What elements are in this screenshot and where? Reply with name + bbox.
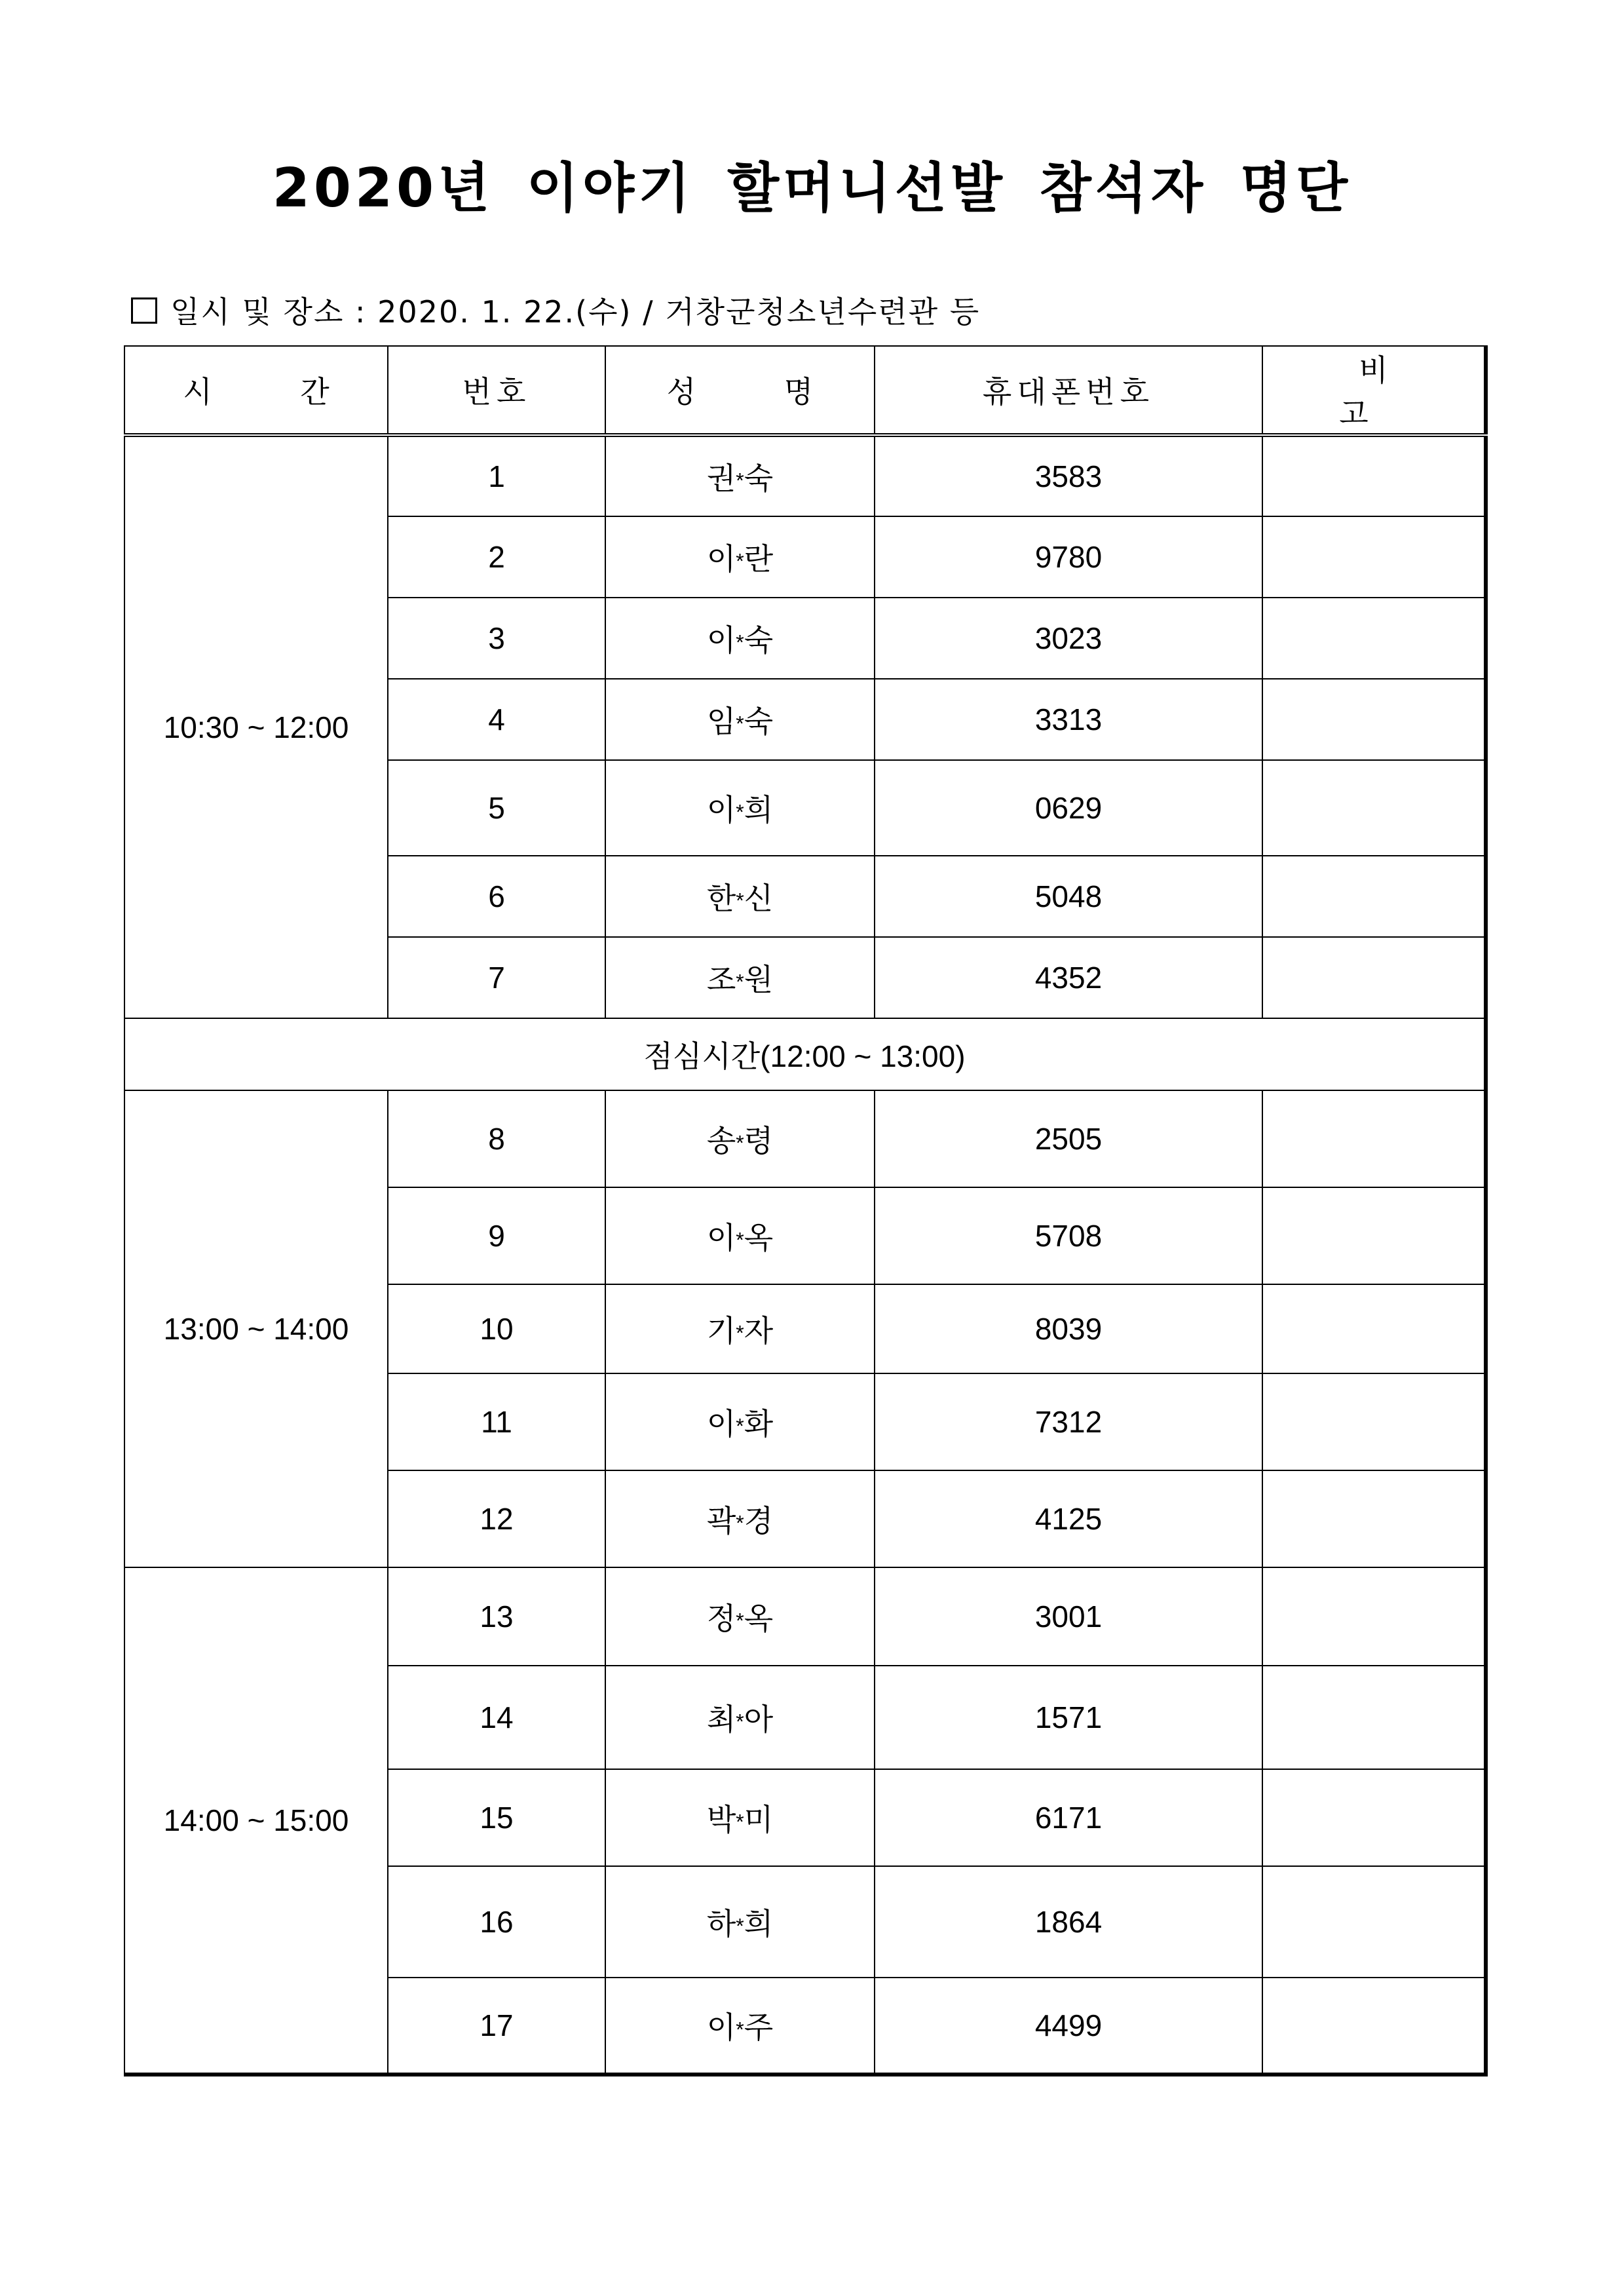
name-first: 이 bbox=[706, 1221, 736, 1255]
table-row bbox=[124, 1090, 1486, 1187]
remark-cell bbox=[1262, 1866, 1486, 1978]
name-mask: * bbox=[736, 2018, 744, 2042]
number-cell: 16 bbox=[388, 1866, 605, 1978]
name-mask: * bbox=[736, 1414, 744, 1438]
remark-cell bbox=[1262, 856, 1486, 937]
number-cell: 3 bbox=[388, 598, 605, 679]
name-mask: * bbox=[736, 469, 744, 493]
name-cell bbox=[605, 516, 875, 598]
name-cell bbox=[605, 1567, 875, 1666]
remark-cell bbox=[1262, 1187, 1486, 1284]
remark-cell bbox=[1262, 516, 1486, 598]
name-first: 이 bbox=[706, 623, 736, 657]
name-cell bbox=[605, 679, 875, 760]
phone-cell: 6171 bbox=[875, 1769, 1262, 1866]
name-last: 신 bbox=[744, 881, 774, 915]
remark-cell bbox=[1262, 1284, 1486, 1373]
name-cell bbox=[605, 1187, 875, 1284]
name-last: 자 bbox=[744, 1314, 774, 1348]
name-last: 원 bbox=[744, 963, 774, 997]
name-cell bbox=[605, 1373, 875, 1470]
name-first: 기 bbox=[706, 1314, 736, 1348]
phone-cell: 7312 bbox=[875, 1373, 1262, 1470]
name-last: 경 bbox=[744, 1504, 774, 1538]
table-row bbox=[124, 435, 1486, 516]
name-last: 숙 bbox=[744, 704, 774, 738]
number-cell: 9 bbox=[388, 1187, 605, 1284]
phone-cell: 5048 bbox=[875, 856, 1262, 937]
remark-cell bbox=[1262, 598, 1486, 679]
time-slot-cell: 10:30 ~ 12:00 bbox=[124, 435, 388, 1018]
header-phone: 휴대폰번호 bbox=[875, 346, 1262, 435]
name-last: 희 bbox=[744, 793, 774, 827]
name-last: 옥 bbox=[744, 1601, 774, 1636]
name-first: 정 bbox=[706, 1601, 736, 1636]
phone-cell: 3023 bbox=[875, 598, 1262, 679]
remark-cell bbox=[1262, 1978, 1486, 2075]
name-last: 숙 bbox=[744, 461, 774, 495]
name-cell bbox=[605, 1666, 875, 1769]
name-first: 이 bbox=[706, 793, 736, 827]
name-mask: * bbox=[736, 549, 744, 573]
event-info bbox=[131, 288, 980, 332]
name-last: 령 bbox=[744, 1124, 774, 1158]
number-cell: 4 bbox=[388, 679, 605, 760]
name-mask: * bbox=[736, 1511, 744, 1535]
name-cell bbox=[605, 1769, 875, 1866]
name-mask: * bbox=[736, 970, 744, 994]
name-mask: * bbox=[736, 1810, 744, 1834]
remark-cell bbox=[1262, 1567, 1486, 1666]
number-cell: 15 bbox=[388, 1769, 605, 1866]
phone-cell: 4352 bbox=[875, 937, 1262, 1018]
number-cell: 1 bbox=[388, 435, 605, 516]
name-first: 이 bbox=[706, 542, 736, 576]
name-first: 송 bbox=[706, 1124, 736, 1158]
number-cell: 12 bbox=[388, 1470, 605, 1567]
attendee-table bbox=[124, 345, 1488, 2076]
name-mask: * bbox=[736, 1321, 744, 1345]
name-cell bbox=[605, 1284, 875, 1373]
name-first: 한 bbox=[706, 881, 736, 915]
number-cell: 11 bbox=[388, 1373, 605, 1470]
remark-cell bbox=[1262, 1090, 1486, 1187]
name-last: 아 bbox=[744, 1702, 774, 1736]
name-mask: * bbox=[736, 1228, 744, 1252]
number-cell: 14 bbox=[388, 1666, 605, 1769]
name-first: 이 bbox=[706, 1407, 736, 1441]
lunch-break-cell: 점심시간(12:00 ~ 13:00) bbox=[124, 1018, 1486, 1090]
number-cell: 8 bbox=[388, 1090, 605, 1187]
name-first: 이 bbox=[706, 2010, 736, 2044]
number-cell: 6 bbox=[388, 856, 605, 937]
phone-cell: 1864 bbox=[875, 1866, 1262, 1978]
number-cell: 2 bbox=[388, 516, 605, 598]
phone-cell: 5708 bbox=[875, 1187, 1262, 1284]
header-remark: 비 고 bbox=[1262, 346, 1486, 435]
remark-cell bbox=[1262, 1470, 1486, 1567]
phone-cell: 8039 bbox=[875, 1284, 1262, 1373]
phone-cell: 3001 bbox=[875, 1567, 1262, 1666]
phone-cell: 1571 bbox=[875, 1666, 1262, 1769]
name-mask: * bbox=[736, 1609, 744, 1633]
name-last: 희 bbox=[744, 1907, 774, 1941]
number-cell: 10 bbox=[388, 1284, 605, 1373]
name-last: 화 bbox=[744, 1407, 774, 1441]
name-cell bbox=[605, 598, 875, 679]
name-first: 최 bbox=[706, 1702, 736, 1736]
phone-cell: 3583 bbox=[875, 435, 1262, 516]
name-mask: * bbox=[736, 712, 744, 736]
table-row bbox=[124, 1567, 1486, 1666]
header-number: 번호 bbox=[388, 346, 605, 435]
time-slot-cell: 13:00 ~ 14:00 bbox=[124, 1090, 388, 1567]
name-last: 옥 bbox=[744, 1221, 774, 1255]
event-info-text: 일시 및 장소 : 2020. 1. 22.(수) / 거창군청소년수련관 등 bbox=[170, 294, 981, 330]
remark-cell bbox=[1262, 435, 1486, 516]
page-title: 2020년 이야기 할머니선발 참석자 명단 bbox=[272, 157, 1352, 220]
name-first: 하 bbox=[706, 1907, 736, 1941]
time-slot-cell: 14:00 ~ 15:00 bbox=[124, 1567, 388, 2075]
remark-cell bbox=[1262, 679, 1486, 760]
name-cell bbox=[605, 1090, 875, 1187]
table-header-row bbox=[124, 346, 1486, 435]
name-first: 곽 bbox=[706, 1504, 736, 1538]
name-mask: * bbox=[736, 1131, 744, 1155]
remark-cell bbox=[1262, 1373, 1486, 1470]
name-cell bbox=[605, 856, 875, 937]
number-cell: 17 bbox=[388, 1978, 605, 2075]
name-cell bbox=[605, 1866, 875, 1978]
phone-cell: 4125 bbox=[875, 1470, 1262, 1567]
phone-cell: 3313 bbox=[875, 679, 1262, 760]
remark-cell bbox=[1262, 937, 1486, 1018]
name-first: 임 bbox=[706, 704, 736, 738]
name-mask: * bbox=[736, 1914, 744, 1938]
name-first: 조 bbox=[706, 963, 736, 997]
name-last: 란 bbox=[744, 542, 774, 576]
name-cell bbox=[605, 435, 875, 516]
header-name: 성 명 bbox=[605, 346, 875, 435]
number-cell: 5 bbox=[388, 760, 605, 856]
remark-cell bbox=[1262, 760, 1486, 856]
phone-cell: 2505 bbox=[875, 1090, 1262, 1187]
remark-cell bbox=[1262, 1666, 1486, 1769]
name-last: 주 bbox=[744, 2010, 774, 2044]
name-first: 박 bbox=[706, 1803, 736, 1837]
number-cell: 13 bbox=[388, 1567, 605, 1666]
name-last: 숙 bbox=[744, 623, 774, 657]
name-mask: * bbox=[736, 1710, 744, 1734]
phone-cell: 9780 bbox=[875, 516, 1262, 598]
name-cell bbox=[605, 760, 875, 856]
name-mask: * bbox=[736, 889, 744, 913]
name-cell bbox=[605, 1470, 875, 1567]
name-mask: * bbox=[736, 630, 744, 655]
name-first: 권 bbox=[706, 461, 736, 495]
lunch-row bbox=[124, 1018, 1486, 1090]
number-cell: 7 bbox=[388, 937, 605, 1018]
phone-cell: 0629 bbox=[875, 760, 1262, 856]
name-mask: * bbox=[736, 800, 744, 824]
header-time: 시 간 bbox=[124, 346, 388, 435]
name-last: 미 bbox=[744, 1803, 774, 1837]
checkbox-square-icon bbox=[131, 297, 157, 324]
name-cell bbox=[605, 937, 875, 1018]
name-cell bbox=[605, 1978, 875, 2075]
remark-cell bbox=[1262, 1769, 1486, 1866]
phone-cell: 4499 bbox=[875, 1978, 1262, 2075]
